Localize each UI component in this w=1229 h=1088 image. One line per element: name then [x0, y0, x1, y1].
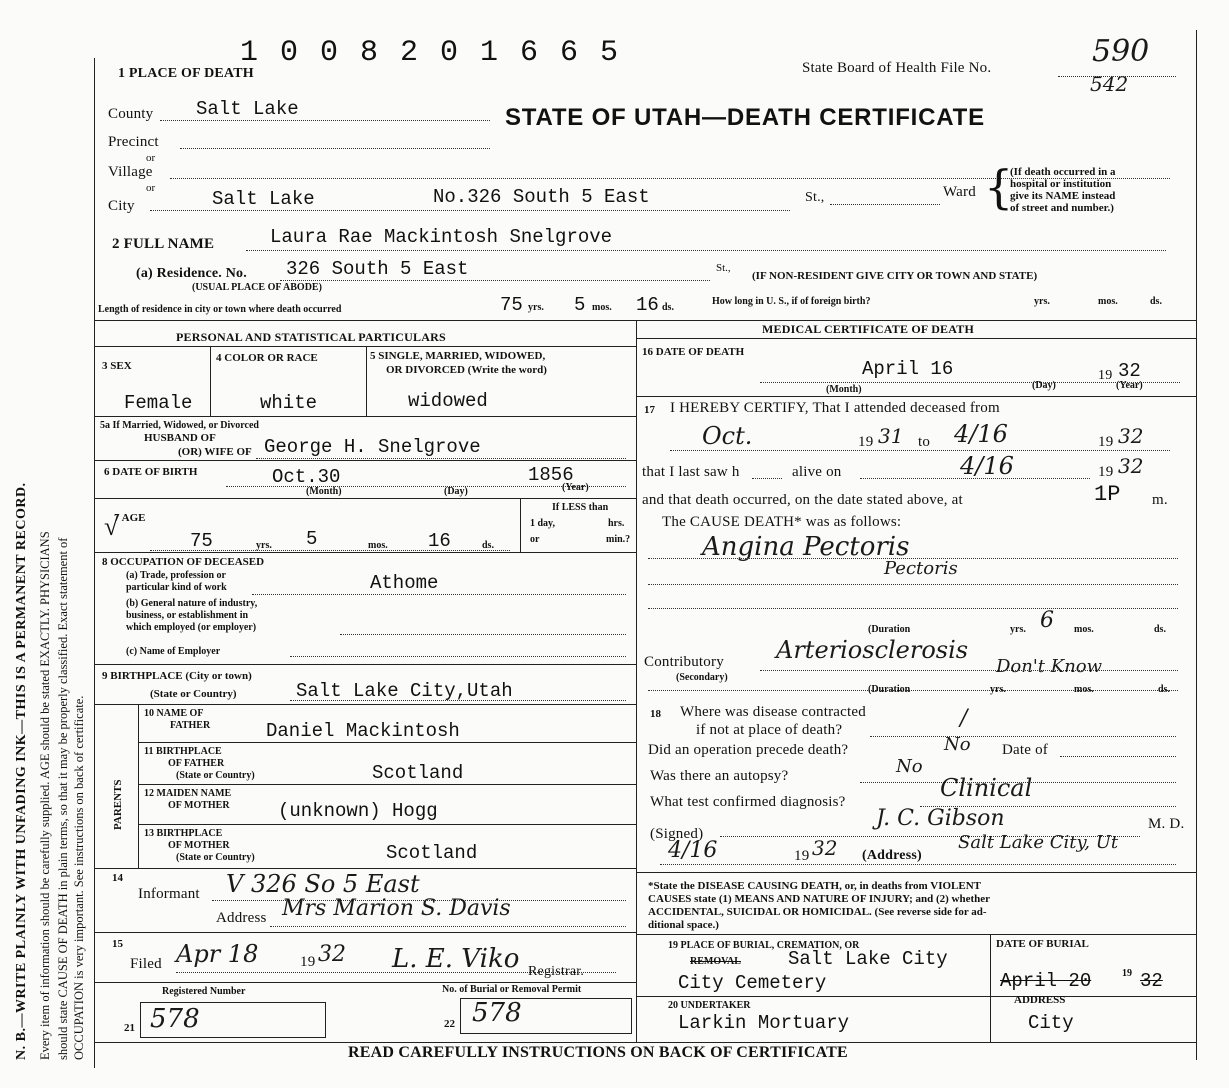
place-of-death-label: 1 PLACE OF DEATH	[118, 66, 254, 81]
city-label: City	[108, 198, 135, 214]
undertaker-value: Larkin Mortuary	[678, 1012, 850, 1034]
personal-header: PERSONAL AND STATISTICAL PARTICULARS	[176, 330, 446, 344]
informant-address-label: Address	[216, 910, 267, 926]
street-value: No.326 South 5 East	[433, 186, 650, 208]
test-answer: Clinical	[940, 774, 1033, 802]
birthplace-value: Salt Lake City,Utah	[296, 680, 513, 702]
undertaker-address: City	[1028, 1012, 1074, 1034]
length-yrs: 75	[500, 294, 523, 316]
margin-instruction-3: should state CAUSE OF DEATH in plain terms, so that it may be properly classified. Exact statement of	[56, 537, 70, 1060]
margin-instruction-2: Every item of information should be carefully supplied. AGE should be stated EXACTLY. PHYSICIANS	[38, 531, 52, 1060]
age-yrs: 75	[190, 530, 213, 552]
registered-number: 578	[150, 1004, 200, 1034]
undertaker-address-label: ADDRESS	[1014, 994, 1066, 1006]
cause-footnote: *State the DISEASE CAUSING DEATH, or, in deaths from VIOLENT CAUSES state (1) MEANS AND NATURE OF INJURY; and (2) whether ACCIDENTAL, SUICIDAL OR HOMICIDAL. (See reverse side for ad- ditional space.)	[648, 880, 991, 931]
full-name-value: Laura Rae Mackintosh Snelgrove	[270, 226, 613, 248]
check-icon: √	[104, 512, 119, 541]
length-ds: 16	[636, 294, 659, 316]
autopsy-answer: No	[896, 756, 923, 777]
operation-answer: No	[944, 734, 971, 755]
death-occurred-label: and that death occurred, on the date stated above, at	[642, 492, 963, 508]
city-value: Salt Lake	[212, 188, 315, 210]
margin-instruction-1: N. B.—WRITE PLAINLY WITH UNFADING INK—THIS IS A PERMANENT RECORD.	[14, 482, 29, 1060]
sex-value: Female	[124, 392, 193, 414]
undertaker-label: 20 UNDERTAKER	[668, 1000, 751, 1011]
registrar-signature: L. E. Viko	[392, 944, 520, 974]
usual-abode: (USUAL PLACE OF ABODE)	[192, 282, 322, 293]
cause-label: The CAUSE DEATH* was as follows:	[662, 514, 902, 530]
q18-label: Where was disease contracted	[680, 704, 866, 720]
parents-label: PARENTS	[112, 779, 124, 830]
occupation-label: 8 OCCUPATION OF DECEASED	[102, 556, 265, 568]
certificate-title: STATE OF UTAH—DEATH CERTIFICATE	[505, 104, 985, 131]
age-ds: 16	[428, 530, 451, 552]
permit-number: 578	[472, 998, 522, 1028]
attended-to: 4/16	[954, 420, 1008, 448]
filed-year: 32	[318, 942, 346, 967]
length-mos: 5	[574, 294, 586, 316]
attended-from-year: 31	[878, 424, 904, 448]
foreign-birth-label: How long in U. S., if of foreign birth?	[712, 296, 871, 307]
length-residence-label: Length of residence in city or town where death occurred	[98, 304, 342, 315]
informant-address-value: Mrs Marion S. Davis	[282, 896, 511, 921]
contributory-duration: Don't Know	[996, 656, 1103, 677]
form-left-border	[94, 58, 95, 1068]
signed-year: 32	[812, 836, 838, 860]
burial-place-2: City Cemetery	[678, 972, 827, 994]
sex-label: 3 SEX	[102, 360, 132, 372]
q18-answer: /	[960, 706, 968, 731]
date-of-death-year: 32	[1118, 360, 1141, 382]
age-label: 7 AGE	[114, 512, 146, 524]
filed-label: Filed	[130, 956, 162, 972]
file-no: 590	[1092, 34, 1150, 69]
occupation-value: Athome	[370, 572, 439, 594]
informant-value: V 326 So 5 East	[226, 870, 420, 898]
marital-value: widowed	[408, 390, 488, 412]
document-number: 1 0 0 8 2 0 1 6 6 5	[240, 36, 621, 70]
date-of-burial: April 20	[1000, 970, 1092, 992]
operation-label: Did an operation precede death?	[648, 742, 849, 758]
father-value: Daniel Mackintosh	[266, 720, 460, 742]
contributory-cause: Arteriosclerosis	[776, 636, 969, 664]
brace-icon: {	[984, 160, 1014, 214]
date-of-death-label: 16 DATE OF DEATH	[642, 346, 745, 358]
ward-label: Ward	[943, 184, 976, 200]
signed-label: (Signed)	[650, 826, 704, 842]
contributory-label: Contributory	[644, 654, 724, 670]
full-name-label: 2 FULL NAME	[112, 236, 215, 252]
mother-value: (unknown) Hogg	[278, 800, 438, 822]
date-of-burial-year: 32	[1140, 970, 1163, 992]
informant-label: Informant	[138, 886, 200, 902]
father-birthplace-value: Scotland	[372, 762, 464, 784]
race-label: 4 COLOR OR RACE	[216, 352, 318, 364]
signed-date: 4/16	[668, 838, 718, 863]
burial-place: Salt Lake City	[788, 948, 948, 970]
burial-label: 19 PLACE OF BURIAL, CREMATION, OR	[668, 940, 860, 951]
st-label: St.,	[805, 190, 825, 205]
file-no-alt: 542	[1090, 72, 1129, 96]
spouse-value: George H. Snelgrove	[264, 436, 481, 458]
filed-date: Apr 18	[176, 940, 259, 968]
residence-value: 326 South 5 East	[286, 258, 469, 280]
physician-signature: J. C. Gibson	[876, 806, 1005, 831]
form-right-border	[1196, 30, 1197, 1060]
mother-birthplace-value: Scotland	[386, 842, 478, 864]
death-certificate: N. B.—WRITE PLAINLY WITH UNFADING INK—THIS IS A PERMANENT RECORD. Every item of information should be carefully supplied. AGE should be stated EXACTLY. PHYSICIANS should state CAUSE OF DEATH in plain terms, so that it may be properly classified. Exact statement of OCCUPATION is very important. See instructions on back of certificate. 1 0 0 8 2 0 1 6 6 5 1 PLACE OF DEATH State Board of Health File No. 590 542 STATE OF UTAH—DEATH CERTIFICATE County Salt Lake Precinct or Village or City Salt Lake No.326 South 5 East St., Ward { (If death occurred in a hospital or institution give its NAME instead of street and number.) 2 FULL NAME Laura Rae Mackintosh Snelgrove (a) Residence. No. 326 South 5 East St., (IF NON-RESIDENT GIVE CITY OR TOWN AND STATE) (USUAL PLACE OF ABODE) Length of residence in city or town where death occurred 75 yrs. 5 mos. 16 ds. How long in U. S., if of foreign birth? yrs. mos. ds. PERSONAL AND STATISTICAL PARTICULARS MEDICAL CERTIFICATE OF DEATH 3 SEX Female 4 COLOR OR RACE white 5 SINGLE, MARRIED, WIDOWED, OR DIVORCED (Write the word) widowed 5a If Married, Widowed, or Divorced HUSBAND OF (OR) WIFE OF George H. Snelgrove 6 DATE OF BIRTH Oct.30 1856 (Month) (Day) (Year) √ 7 AGE 75 yrs. 5 mos. 16 ds. If LESS than 1 day, hrs. or min.? 8 OCCUPATION OF DECEASED (a) Trade, profession or particular kind of work Athome (b) General nature of industry, business, or establishment in which employed (or employer) (c) Name of Employer 9 BIRTHPLACE (City or town) (State or Country) Salt Lake City,Utah PARENTS 10 NAME OF FATHER Daniel Mackintosh 11 BIRTHPLACE OF FATHER (State or Country) Scotland 12 MAIDEN NAME OF MOTHER (unknown) Hogg 13 BIRTHPLACE OF MOTHER (State or Country) Scotland 14 Informant V 326 So 5 East Address Mrs Marion S. Davis 15 Filed Apr 18 19 32 L. E. Viko Registrar. Registered Number No. of Burial or Removal Permit 21 578 22 578 16 DATE OF DEATH April 16 19 32 (Month) (Day) (Year) 17 I HEREBY CERTIFY, That I attended deceased from Oct. 19 31 to 4/16 19 32 that I last saw h alive on 4/16 19 32 and that death occurred, on the date stated above, at 1P m. The CAUSE DEATH* was as follows: Angina Pectoris Pectoris (Duration yrs. 6 mos. ds. Contributory (Secondary) Arteriosclerosis Don't Know (Duration yrs. mos. ds. 18 Where was disease contracted if not at place of death? / Did an operation precede death? No Date of Was there an autopsy? No What test confirmed diagnosis? Clinical (Signed) J. C. Gibson M. D. 4/16 19 32 (Address) Salt Lake City, Ut *State the DISEASE CAUSING DEATH, or, in deaths from VIOLENT CAUSES state (1) MEANS AND NATURE OF INJURY; and (2) whether ACCIDENTAL, SUICIDAL OR HOMICIDAL. (See reverse side for ad- ditional space.) 19 PLACE OF BURIAL, CREMATION, OR REMOVAL Salt Lake City City Cemetery DATE OF BURIAL April 20 19 32 20 UNDERTAKER Larkin Mortuary ADDRESS City READ CAREFULLY INSTRUCTIONS ON BACK OF CERTIFICATE	[0, 0, 1229, 1088]
certify-label: I HEREBY CERTIFY, That I attended deceased from	[670, 400, 1000, 416]
cause-primary: Angina Pectoris	[702, 532, 910, 562]
date-of-death: April 16	[862, 358, 954, 380]
attended-from: Oct.	[702, 422, 753, 450]
physician-address: Salt Lake City, Ut	[958, 832, 1119, 853]
test-label: What test confirmed diagnosis?	[650, 794, 846, 810]
footer-instructions: READ CAREFULLY INSTRUCTIONS ON BACK OF CERTIFICATE	[348, 1044, 848, 1061]
last-saw-label: that I last saw h	[642, 464, 740, 480]
village-label: Village	[108, 164, 153, 180]
county-value: Salt Lake	[196, 98, 299, 120]
race-value: white	[260, 392, 318, 414]
dob-month-day: Oct.30	[272, 466, 341, 488]
non-resident-note: (IF NON-RESIDENT GIVE CITY OR TOWN AND STATE)	[752, 270, 1038, 282]
alive-on-date: 4/16	[960, 452, 1014, 480]
dob-label: 6 DATE OF BIRTH	[104, 466, 198, 478]
marital-label: 5 SINGLE, MARRIED, WIDOWED,	[370, 350, 546, 362]
date-of-burial-label: DATE OF BURIAL	[996, 938, 1089, 950]
file-no-label: State Board of Health File No.	[802, 60, 992, 76]
attended-to-year: 32	[1118, 424, 1144, 448]
form-bottom-border	[94, 1042, 1196, 1043]
precinct-label: Precinct	[108, 134, 159, 150]
cause-primary-2: Pectoris	[884, 558, 958, 579]
duration-yrs: 6	[1040, 608, 1054, 633]
birthplace-label: 9 BIRTHPLACE (City or town)	[102, 670, 252, 682]
alive-on-year: 32	[1118, 454, 1144, 478]
autopsy-label: Was there an autopsy?	[650, 768, 789, 784]
dob-year: 1856	[528, 464, 574, 486]
residence-label: (a) Residence. No.	[136, 266, 247, 281]
spouse-label: (OR) WIFE OF	[178, 446, 252, 458]
age-mos: 5	[306, 528, 318, 550]
hospital-note: (If death occurred in a hospital or institution give its NAME instead of street and number.)	[1010, 166, 1116, 214]
death-time: 1P	[1094, 482, 1121, 507]
margin-instruction-4: OCCUPATION is very important. See instructions on back of certificate.	[72, 695, 86, 1060]
county-label: County	[108, 106, 154, 122]
medical-header: MEDICAL CERTIFICATE OF DEATH	[762, 322, 974, 336]
